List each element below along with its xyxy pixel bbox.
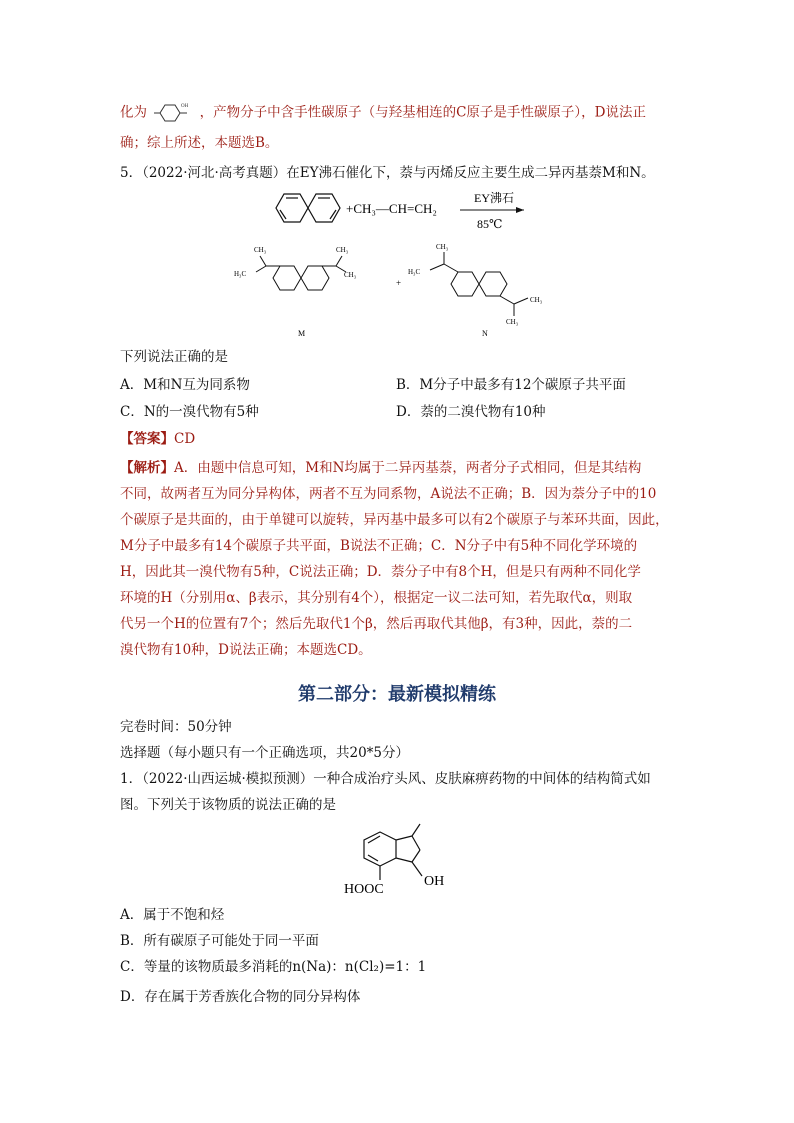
analysis-line-8: 溴代物有10种，D说法正确；本题选CD。 bbox=[120, 642, 372, 658]
q5-option-d[interactable]: D．萘的二溴代物有10种 bbox=[396, 404, 546, 420]
prev-line-text: ，产物分子中含手性碳原子（与羟基相连的C原子是手性碳原子），D说法正 bbox=[199, 104, 646, 121]
reaction-scheme-top bbox=[262, 188, 562, 244]
m-ch3-right: CH₃ bbox=[344, 271, 357, 279]
analysis-line-3: 个碳原子是共面的，由于单键可以旋转，异丙基中最多可以有2个碳原子与苯环共面，因此， bbox=[120, 512, 669, 528]
catalyst-label: EY沸石 bbox=[474, 191, 514, 205]
cyclohexanol-structure-icon bbox=[151, 101, 195, 125]
oh-label-q1: OH bbox=[424, 874, 445, 889]
analysis-line-2: 不同，故两者互为同分异构体，两者不互为同系物，A说法不正确；B．因为萘分子中的10 bbox=[120, 486, 657, 502]
answer-value: CD bbox=[174, 431, 196, 447]
q1-option-a[interactable]: A．属于不饱和烃 bbox=[120, 907, 225, 923]
n-h3c-left: H₃C bbox=[408, 268, 421, 276]
q5-answer bbox=[120, 430, 680, 448]
m-h3c-left: H₃C bbox=[234, 270, 247, 278]
q1-structure bbox=[342, 822, 472, 902]
section-title: 第二部分：最新模拟精练 bbox=[298, 684, 496, 705]
analysis-line-5: H，因此其一溴代物有5种，C说法正确；D．萘分子中有8个H，但是只有两种不同化学 bbox=[120, 564, 641, 580]
n-ch3-bottom: CH₃ bbox=[506, 318, 519, 326]
oh-label: OH bbox=[181, 104, 189, 109]
propene-reagent: +CH₃—CH=CH₂ bbox=[346, 201, 437, 216]
analysis-tag: 【解析】 bbox=[120, 460, 174, 476]
q1-stem-line-2: 图。下列关于该物质的说法正确的是 bbox=[120, 797, 336, 813]
analysis-line-6: 环境的H（分别用α、β表示，其分别有4个），根据定一议二法可知，若先取代α，则取 bbox=[120, 590, 633, 606]
prev-line-prefix: 化为 bbox=[120, 104, 147, 121]
q5-option-a[interactable]: A．M和N互为同系物 bbox=[120, 377, 250, 393]
q1-option-d[interactable]: D．存在属于芳香族化合物的同分异构体 bbox=[120, 989, 361, 1005]
analysis-line-4: M分子中最多有14个碳原子共平面，B说法不正确；C．N分子中有5种不同化学环境的 bbox=[120, 538, 638, 554]
exam-type: 选择题（每小题只有一个正确选项，共20*5分） bbox=[120, 745, 410, 761]
exam-time: 完卷时间：50分钟 bbox=[120, 719, 232, 735]
q5-prompt: 下列说法正确的是 bbox=[120, 349, 228, 365]
prev-answer-line-2: 确；综上所述，本题选B。 bbox=[120, 135, 279, 151]
q5-option-b[interactable]: B．M分子中最多有12个碳原子共平面 bbox=[396, 377, 626, 393]
m-ch3-right-top: CH₃ bbox=[336, 246, 349, 254]
plus-sign: + bbox=[396, 278, 402, 288]
analysis-line-1 bbox=[120, 459, 680, 477]
temperature-label: 85℃ bbox=[477, 217, 503, 231]
products-m-n bbox=[230, 242, 570, 342]
q5-stem: 5．（2022·河北·高考真题）在EY沸石催化下，萘与丙烯反应主要生成二异丙基萘M和N。 bbox=[120, 165, 655, 181]
q5-option-c[interactable]: C．N的一溴代物有5种 bbox=[120, 404, 259, 420]
analysis-text-1: A．由题中信息可知，M和N均属于二异丙基萘，两者分子式相同，但是其结构 bbox=[174, 460, 642, 476]
m-ch3-top: CH₃ bbox=[254, 246, 267, 254]
n-ch3-right: CH₃ bbox=[530, 296, 543, 304]
q1-option-b[interactable]: B．所有碳原子可能处于同一平面 bbox=[120, 933, 319, 949]
label-n: N bbox=[482, 329, 488, 338]
q1-stem-line-1: 1．（2022·山西运城·模拟预测）一种合成治疗头风、皮肤麻痹药物的中间体的结构简式如 bbox=[120, 771, 651, 787]
answer-tag: 【答案】 bbox=[120, 431, 174, 447]
naphthalene-structure bbox=[276, 194, 340, 222]
analysis-line-7: 代另一个H的位置有7个；然后先取代1个β，然后再取代其他β，有3种，因此，萘的二 bbox=[120, 616, 633, 632]
label-m: M bbox=[298, 329, 306, 338]
n-ch3-top: CH₃ bbox=[436, 243, 449, 251]
hooc-label: HOOC bbox=[344, 882, 384, 897]
q1-option-c[interactable]: C．等量的该物质最多消耗的n(Na)：n(Cl₂)=1：1 bbox=[120, 959, 427, 975]
prev-answer-line-1 bbox=[120, 101, 680, 125]
